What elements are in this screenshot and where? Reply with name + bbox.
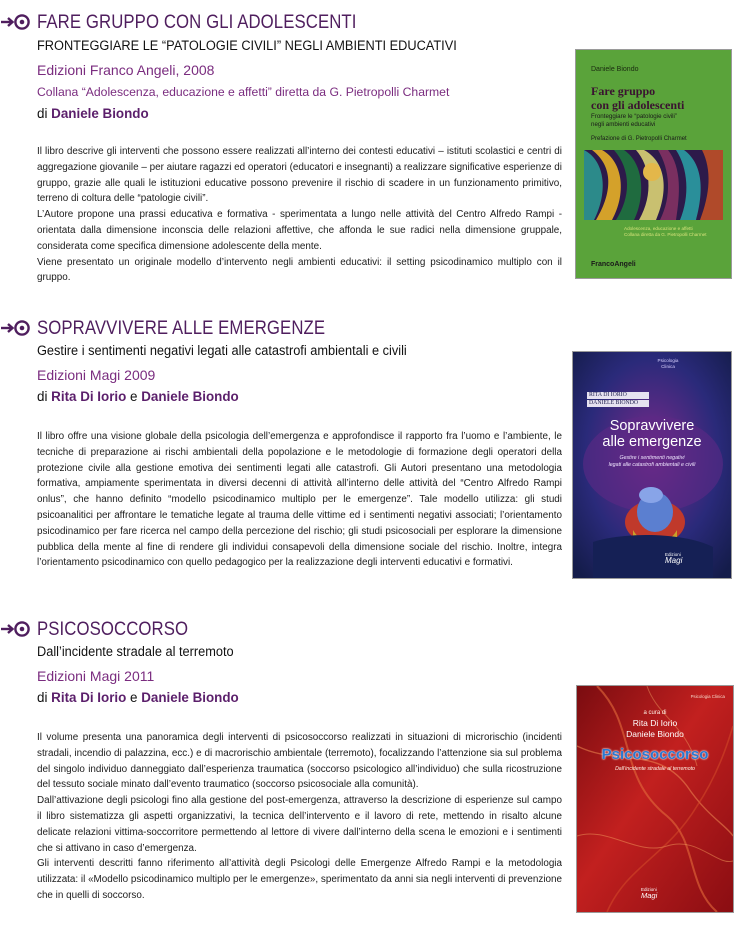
book-2-authors — [37, 389, 239, 404]
cover-series: Psicologia Clinica — [657, 358, 679, 369]
cover-editor-prefix: a cura di — [643, 710, 667, 716]
cover-author-2: Daniele Biondo — [626, 729, 684, 739]
cover-title-line1: Sopravvivere — [609, 418, 695, 434]
cover-logo — [665, 552, 682, 565]
description-paragraph: Il volume presenta una panoramica degli interventi di psicosoccorso realizzati in situazioni di microrischio (incidenti stradali, incendio di palazzina, ecc.) e di macrorischio ambientale (terremoto), focalizzando l’attenzione sia sul problema del singolo individuo danneggiato dall’esperienza traumatica (soccorso psicologico all’individuo) che sulla ricostruzione del tessuto sociale minato dall’evento traumatico (soccorso psicosociale alla comunità). — [37, 732, 562, 791]
description-paragraph: Il libro descrive gli interventi che possono essere realizzati all’interno dei contesti educativi – istituti scolastici e centri di aggregazione giovanile – per aiutare ragazzi ed operatori (educatori e insegnanti) a realizzare significative esperienze di gruppo, grazie alle quali le istituzioni educative possono prevenire il rischio di scadere in un funzionamento primitivo, terreno di coltura delle “patologie civili”. — [37, 146, 562, 205]
book-1-description — [37, 144, 562, 286]
description-paragraph: Dall’attivazione degli psicologi fino alla gestione del post-emergenza, attraverso la descrizione di esperienze sul campo il libro sistematizza gli aspetti organizzativi, la tecnica dell’intervento e il lavoro di rete, mettendo in risalto alcune delicate relazioni vittima-soccorritore permettendo al lettore di vivere dall’interno della scena le emozioni e i sentimenti che si attivano in caso d’emergenza. — [37, 795, 562, 854]
book-1-authors — [37, 106, 149, 121]
author-name: Daniele Biondo — [141, 690, 239, 705]
description-paragraph: L’Autore propone una prassi educativa e formativa - sperimentata a lungo nelle attività del Centro Alfredo Rampi - orientata dalla dimensione inconscia delle relazioni affettive, che affonda le sue radici nella dimensione gruppale, considerata come specifica dimensione adolescente della mente. — [37, 209, 562, 252]
cover-corner: Psicologia Clinica — [690, 694, 725, 699]
author-name: Daniele Biondo — [141, 389, 239, 404]
cover-preface: Prefazione di G. Pietropolli Charmet — [591, 136, 687, 142]
cover-author-2: DANIELE BIONDO — [587, 400, 649, 407]
book-1-subtitle: FRONTEGGIARE LE “PATOLOGIE CIVILI” NEGLI AMBIENTI EDUCATIVI — [37, 38, 457, 54]
author-name: Daniele Biondo — [51, 106, 149, 121]
book-3-authors — [37, 690, 239, 705]
arrow-target-icon — [0, 10, 36, 34]
author-name: Rita Di Iorio — [51, 690, 127, 705]
description-paragraph: Gli interventi descritti fanno riferimento all’attività degli Psicologi delle Emergenze Alfredo Rampi e la metodologia utilizzata: il «Modello psicodinamico multiplo per le emergenze», sperimentato da anni sia negli interventi di prevenzione che in quelli di soccorso. — [37, 858, 562, 901]
book-3-description — [37, 730, 562, 904]
book-1-publisher: Edizioni Franco Angeli, 2008 — [37, 62, 215, 78]
book-2-subtitle: Gestire i sentimenti negativi legati alle catastrofi ambientali e civili — [37, 343, 407, 359]
cover-title-line2: con gli adolescenti — [591, 98, 685, 112]
authors-conj: e — [130, 389, 138, 404]
cover-subtitle: Dall’incidente stradale al terremoto — [615, 766, 695, 772]
cover-title-line2: alle emergenze — [602, 434, 702, 450]
arrow-target-icon — [0, 316, 36, 340]
book-2-heading — [0, 316, 372, 340]
book-1-heading — [0, 10, 409, 34]
cover-logo — [641, 887, 657, 900]
author-name: Rita Di Iorio — [51, 389, 127, 404]
description-paragraph: Viene presentato un originale modello d’intervento negli ambienti educativi: il setting psicodinamico multiplo con il gruppo. — [37, 256, 562, 284]
arrow-target-icon — [0, 617, 36, 641]
cover-subtitle-line2: legati alle catastrofi ambientali e civili — [608, 462, 696, 468]
authors-prefix: di — [37, 690, 48, 705]
cover-publisher-top: Edizioni — [641, 887, 657, 892]
book-1-series: Collana “Adolescenza, educazione e affetti” diretta da G. Pietropolli Charmet — [37, 85, 450, 99]
cover-artwork — [584, 150, 723, 220]
book-1-title: FARE GRUPPO CON GLI ADOLESCENTI — [37, 10, 357, 33]
book-3-publisher: Edizioni Magi 2011 — [37, 668, 155, 684]
cover-title: Psicosoccorso — [601, 746, 709, 763]
cover-author-1: RITA DI IORIO — [587, 392, 649, 399]
book-2-publisher: Edizioni Magi 2009 — [37, 367, 156, 383]
cover-publisher: Magi — [665, 556, 683, 565]
book-3-cover — [577, 686, 733, 912]
cover-publisher: FrancoAngeli — [591, 261, 636, 268]
book-2-title: SOPRAVVIVERE ALLE EMERGENZE — [37, 316, 326, 339]
authors-prefix: di — [37, 106, 48, 121]
book-2-cover — [573, 352, 731, 578]
cover-series-line1: Adolescenza, educazione e affetti — [624, 226, 693, 231]
cover-author: Daniele Biondo — [591, 66, 639, 73]
cover-title-line1: Fare gruppo — [591, 84, 656, 98]
book-1-cover — [576, 50, 731, 278]
cover-subtitle-line2: negli ambienti educativi — [591, 121, 656, 128]
book-3-subtitle: Dall’incidente stradale al terremoto — [37, 644, 234, 660]
cover-publisher: Magi — [641, 891, 658, 900]
cover-publisher-top: Edizioni — [665, 552, 681, 557]
book-2-description — [37, 429, 562, 571]
cover-series-line2: Collana diretta da G. Pietropolli Charmet — [624, 232, 707, 237]
authors-prefix: di — [37, 389, 48, 404]
book-3-title: PSICOSOCCORSO — [37, 617, 189, 640]
cover-subtitle-line1: Fronteggiare le “patologie civili” — [591, 113, 677, 120]
authors-conj: e — [130, 690, 138, 705]
description-paragraph: Il libro offre una visione globale della psicologia dell’emergenza e approfondisce il rapporto fra l’uomo e l’ambiente, le tecniche di preparazione ai rischi ambientali della popolazione e le metodologie di formazione degli operatori della protezione civile alla gestione emotiva dei sentimenti legati alle catastrofi. Gli Autori presentano una metodologia formativa, ampiamente sperimentata in diversi decenni di attività all’interno delle attività del “Centro Alfredo Rampi onlus”, che hanno definito “modello psicodinamico multiplo per le emergenze”. Tale modello utilizza: gli studi psicoanalitici per affrontare le tematiche legate al trauma delle vittime ed i sentimenti negativi associati; l’orientamento psicodinamico per fare ricerca nel campo della percezione del rischio; gli studi psicosociali per esplorare la dimensione pubblica della mente al fine di rendere gli individui consapevoli della dimensione sociale del rischio. Inoltre, integra l’orientamento psicodinamico con quello pedagogico per la realizzazione degli interventi educativi e formativi. — [37, 431, 562, 569]
cover-author-1: Rita Di Iorio — [632, 718, 678, 728]
book-3-heading — [0, 617, 213, 641]
cover-subtitle-line1: Gestire i sentimenti negativi — [619, 455, 685, 461]
